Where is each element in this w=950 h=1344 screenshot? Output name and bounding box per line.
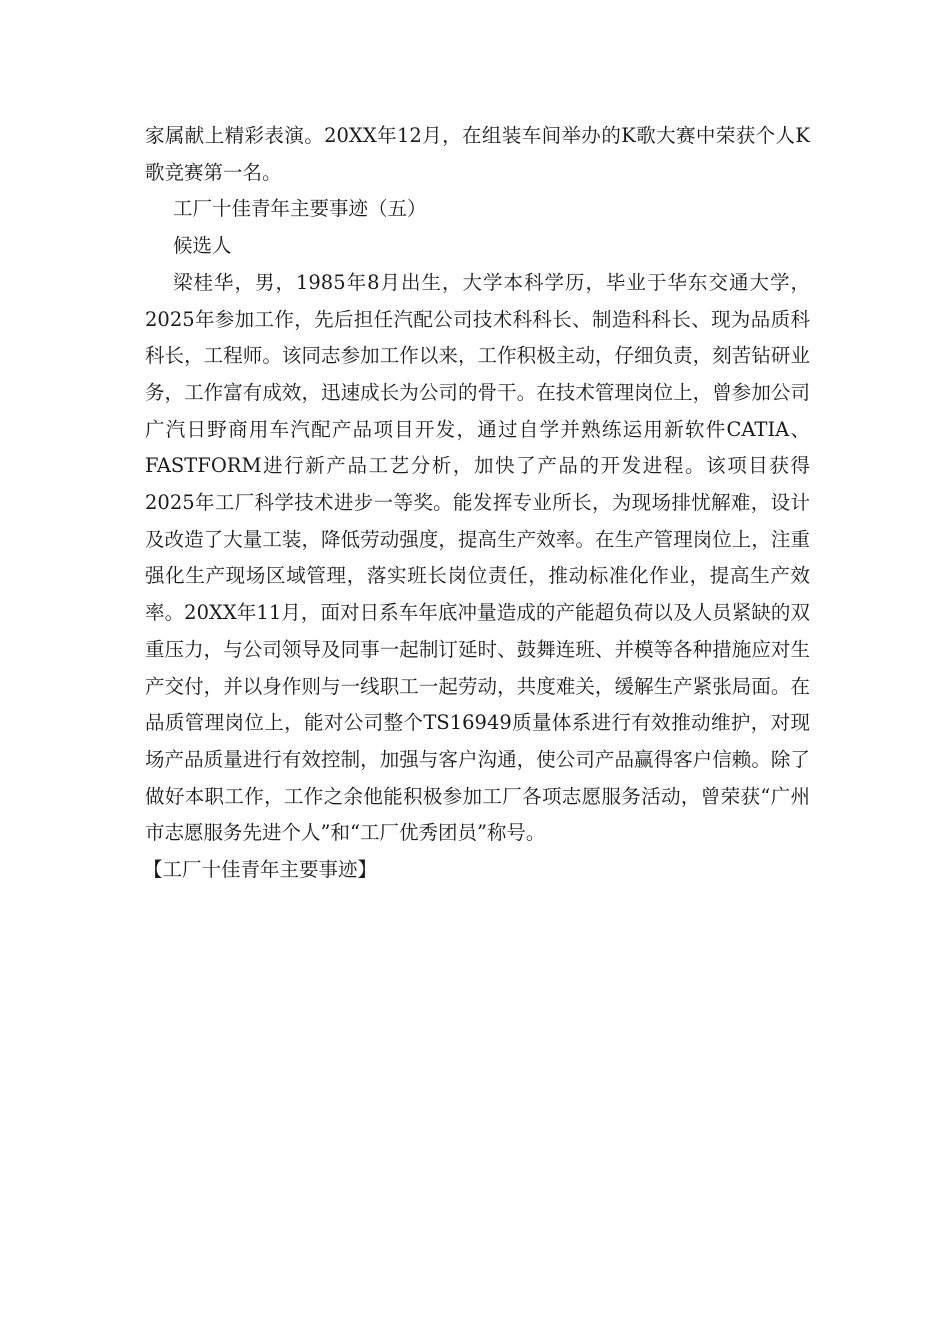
document-footer-title: 【工厂十佳青年主要事迹】 — [143, 858, 378, 882]
candidate-label: 候选人 — [173, 234, 232, 258]
continued-paragraph: 家属献上精彩表演。20XX年12月，在组装车间举办的K歌大赛中荣获个人K歌竞赛第一名。 — [145, 124, 810, 184]
candidate-biography-paragraph: 梁桂华，男，1985年8月出生，大学本科学历，毕业于华东交通大学，2025年参加工作，先后担任汽配公司技术科科长、制造科科长、现为品质科科长，工程师。该同志参加工作以来，工作积极主动，仔细负责，刻苦钻研业务，工作富有成效，迅速成长为公司的骨干。在技术管理岗位上，曾参加公司广汽日野商用车汽配产品项目开发，通过自学并熟练运用新软件CATIA、FASTFORM进行新产品工艺分析，加快了产品的开发进程。该项目获得2025年工厂科学技术进步一等奖。能发挥专业所长，为现场排忧解难，设计及改造了大量工装，降低劳动强度，提高生产效率。在生产管理岗位上，注重强化生产现场区域管理，落实班长岗位责任，推动标准化作业，提高生产效率。20XX年11月，面对日系车年底冲量造成的产能超负荷以及人员紧缺的双重压力，与公司领导及同事一起制订延时、鼓舞连班、并模等各种措施应对生产交付，并以身作则与一线职工一起劳动，共度难关，缓解生产紧张局面。在品质管理岗位上，能对公司整个TS16949质量体系进行有效推动维护，对现场产品质量进行有效控制，加强与客户沟通，使公司产品赢得客户信赖。除了做好本职工作，工作之余他能积极参加工厂各项志愿服务活动，曾荣获“广州市志愿服务先进个人”和“工厂优秀团员”称号。 — [145, 270, 810, 845]
section-heading: 工厂十佳青年主要事迹（五） — [173, 197, 427, 221]
document-body — [145, 118, 810, 889]
